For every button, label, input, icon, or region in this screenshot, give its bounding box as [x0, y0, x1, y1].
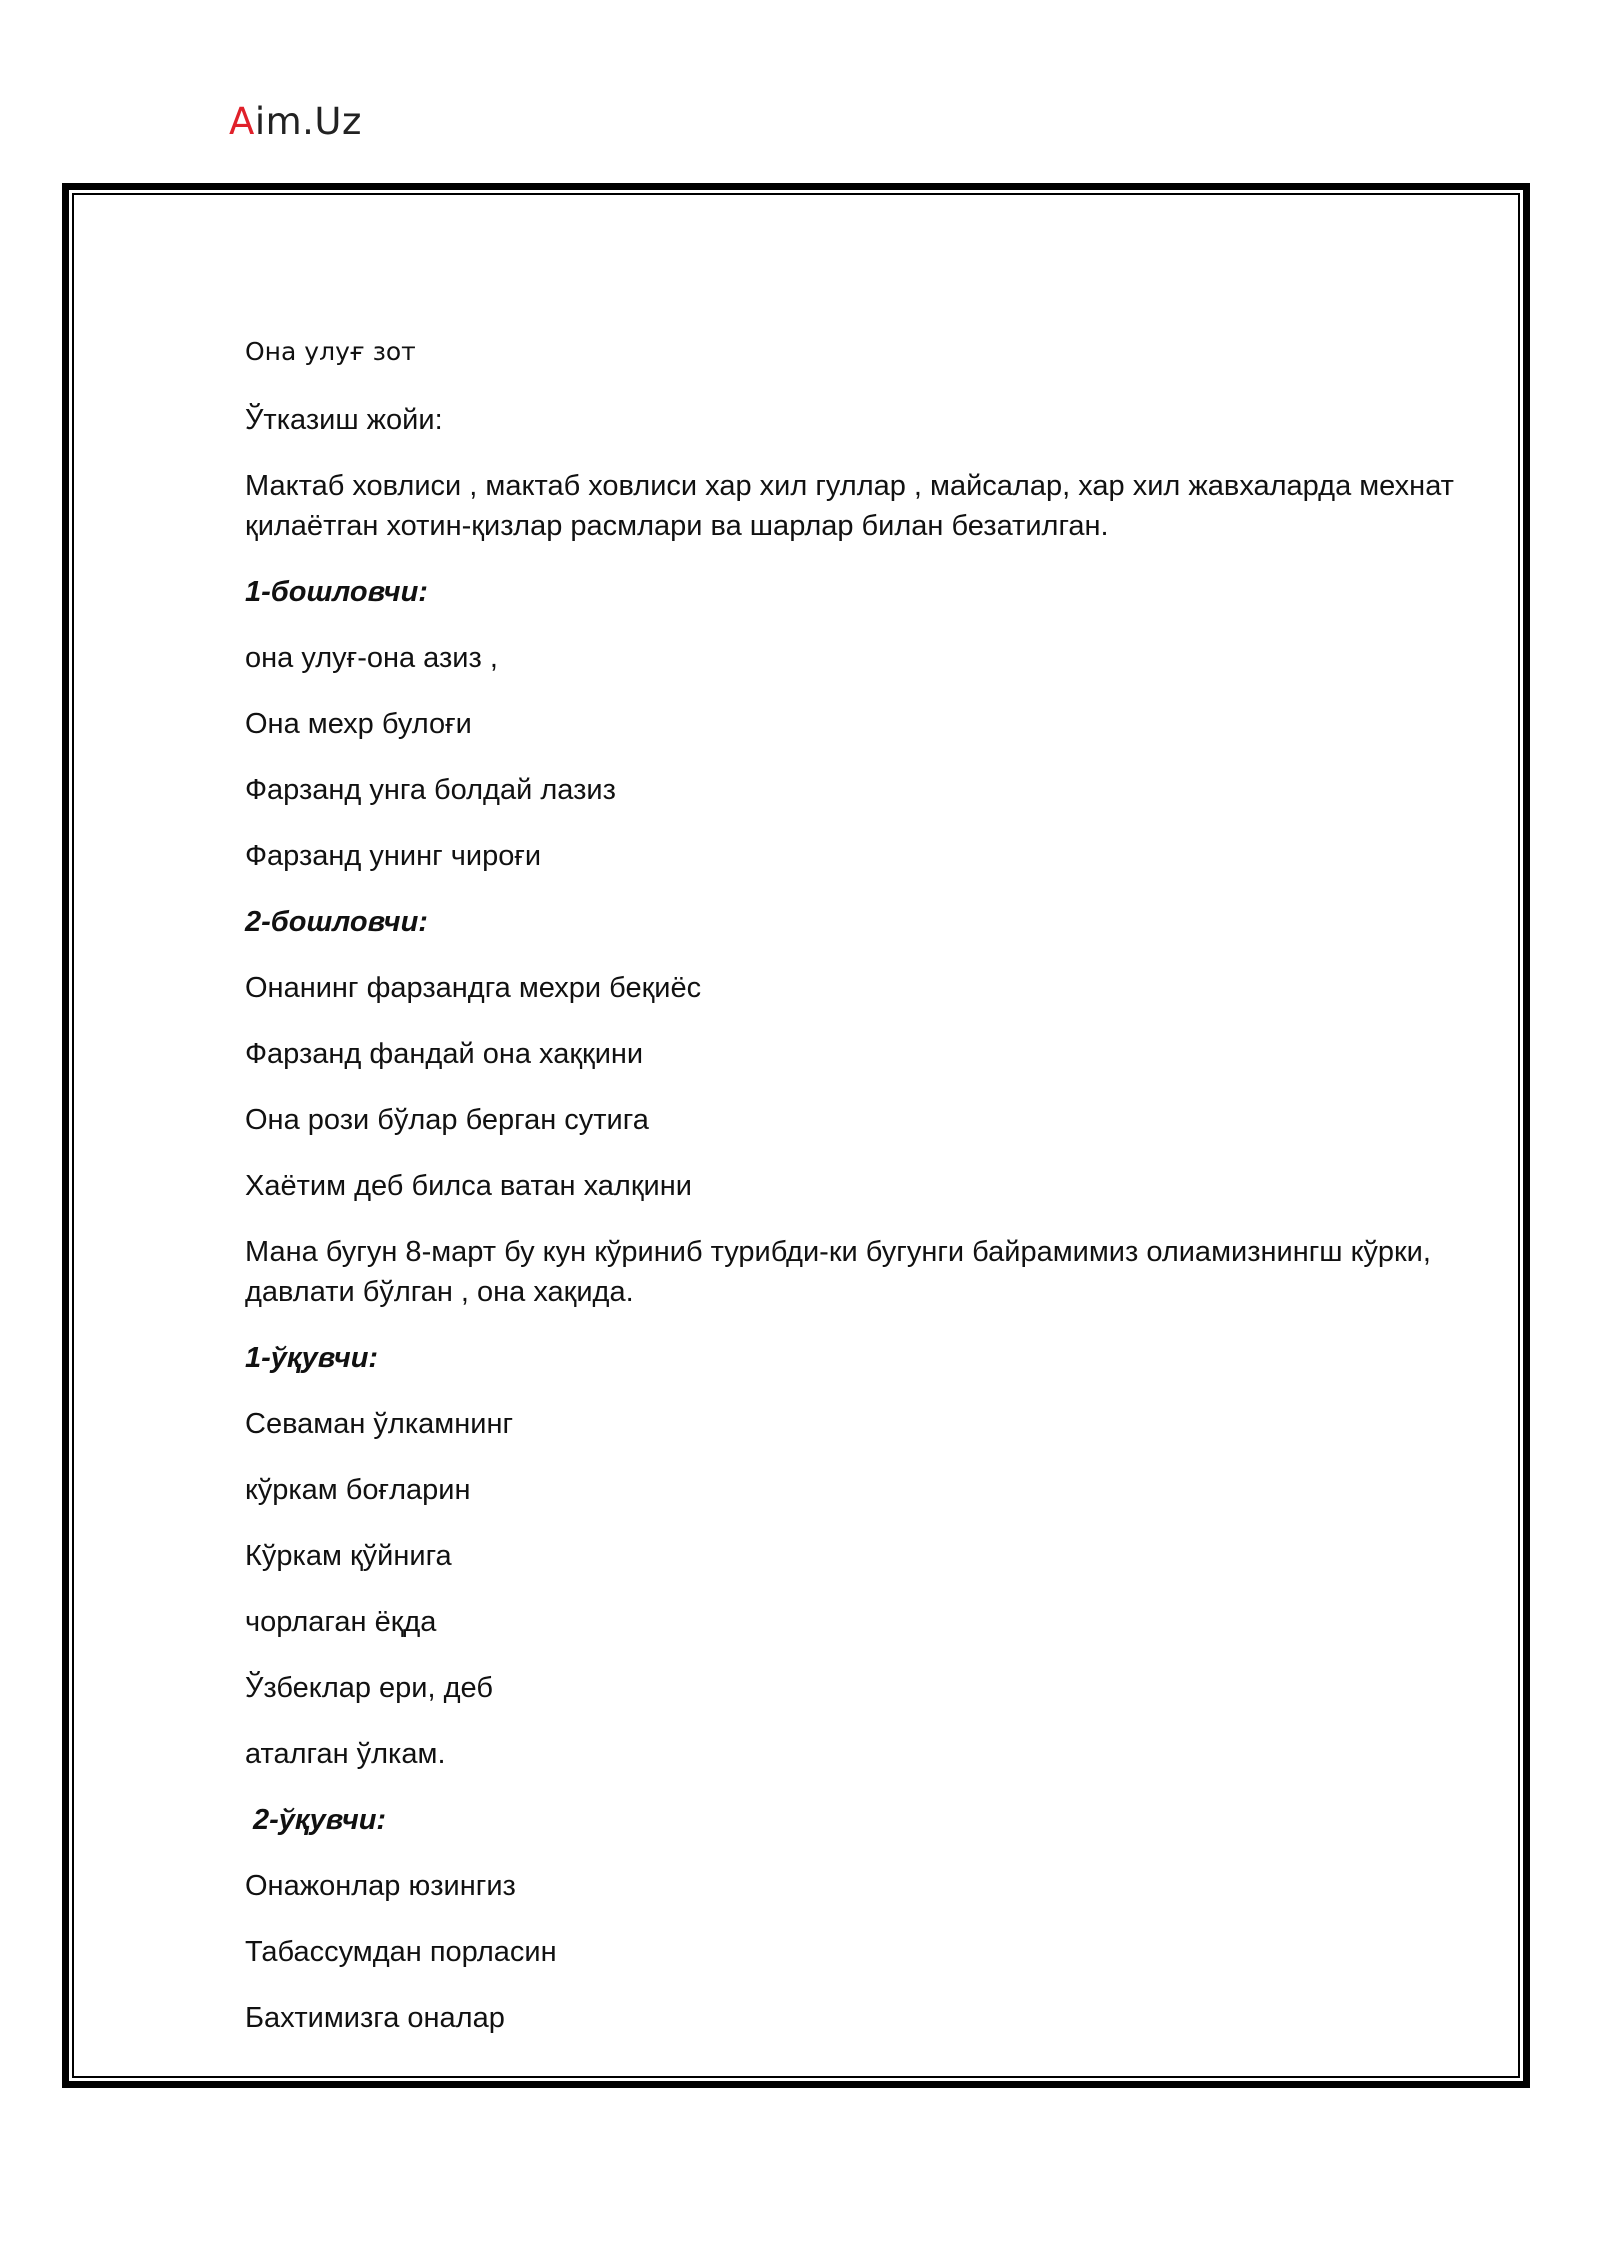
- text-paragraph: Фарзанд фандай она хаққини: [245, 1038, 644, 1070]
- text-paragraph: Севаман ўлкамнинг: [245, 1408, 514, 1440]
- text-paragraph: Табассумдан порласин: [245, 1936, 557, 1968]
- text-paragraph: аталган ўлкам.: [245, 1738, 446, 1770]
- text-paragraph: Фарзанд унга болдай лазиз: [245, 774, 616, 806]
- logo-text: im.Uz: [254, 100, 362, 143]
- text-paragraph: она улуғ-она азиз ,: [245, 642, 498, 674]
- text-paragraph: Мактаб ховлиси , мактаб ховлиси хар хил гуллар , майсалар, хар хил жавхаларда мехнат қилаётган хотин-қизлар расмлари ва шарлар билан безатилган.: [245, 470, 1454, 542]
- speaker-heading: 2-бошловчи:: [245, 906, 428, 938]
- text-paragraph: Ўтказиш жойи:: [245, 404, 443, 436]
- logo-accent-letter: A: [229, 100, 255, 143]
- text-paragraph: чорлаган ёқда: [245, 1606, 437, 1638]
- speaker-heading: 2-ўқувчи:: [253, 1804, 387, 1836]
- text-paragraph: Онажонлар юзингиз: [245, 1870, 516, 1902]
- text-paragraph: Онанинг фарзандга мехри беқиёс: [245, 972, 702, 1004]
- speaker-heading: 1-бошловчи:: [245, 576, 428, 608]
- text-paragraph: Мана бугун 8-март бу кун кўриниб турибди-ки бугунги байрамимиз олиамизнингш кўрки, давлати бўлган , она хақида.: [245, 1236, 1431, 1308]
- text-paragraph: Кўркам қўйнига: [245, 1540, 452, 1572]
- document-title: Она улуғ зот: [245, 337, 416, 366]
- document-body: [245, 332, 1505, 2064]
- text-paragraph: Ўзбеклар ери, деб: [245, 1672, 493, 1704]
- text-paragraph: Хаётим деб билса ватан халқини: [245, 1170, 692, 1202]
- paragraph-list: [245, 400, 1505, 2038]
- text-paragraph: Она рози бўлар берган сутига: [245, 1104, 649, 1136]
- text-paragraph: Фарзанд унинг чироғи: [245, 840, 542, 872]
- text-paragraph: Она мехр булоғи: [245, 708, 472, 740]
- text-paragraph: кўркам боғларин: [245, 1474, 471, 1506]
- text-paragraph: Бахтимизга оналар: [245, 2002, 505, 2034]
- speaker-heading: 1-ўқувчи:: [245, 1342, 379, 1374]
- site-logo[interactable]: [229, 98, 362, 146]
